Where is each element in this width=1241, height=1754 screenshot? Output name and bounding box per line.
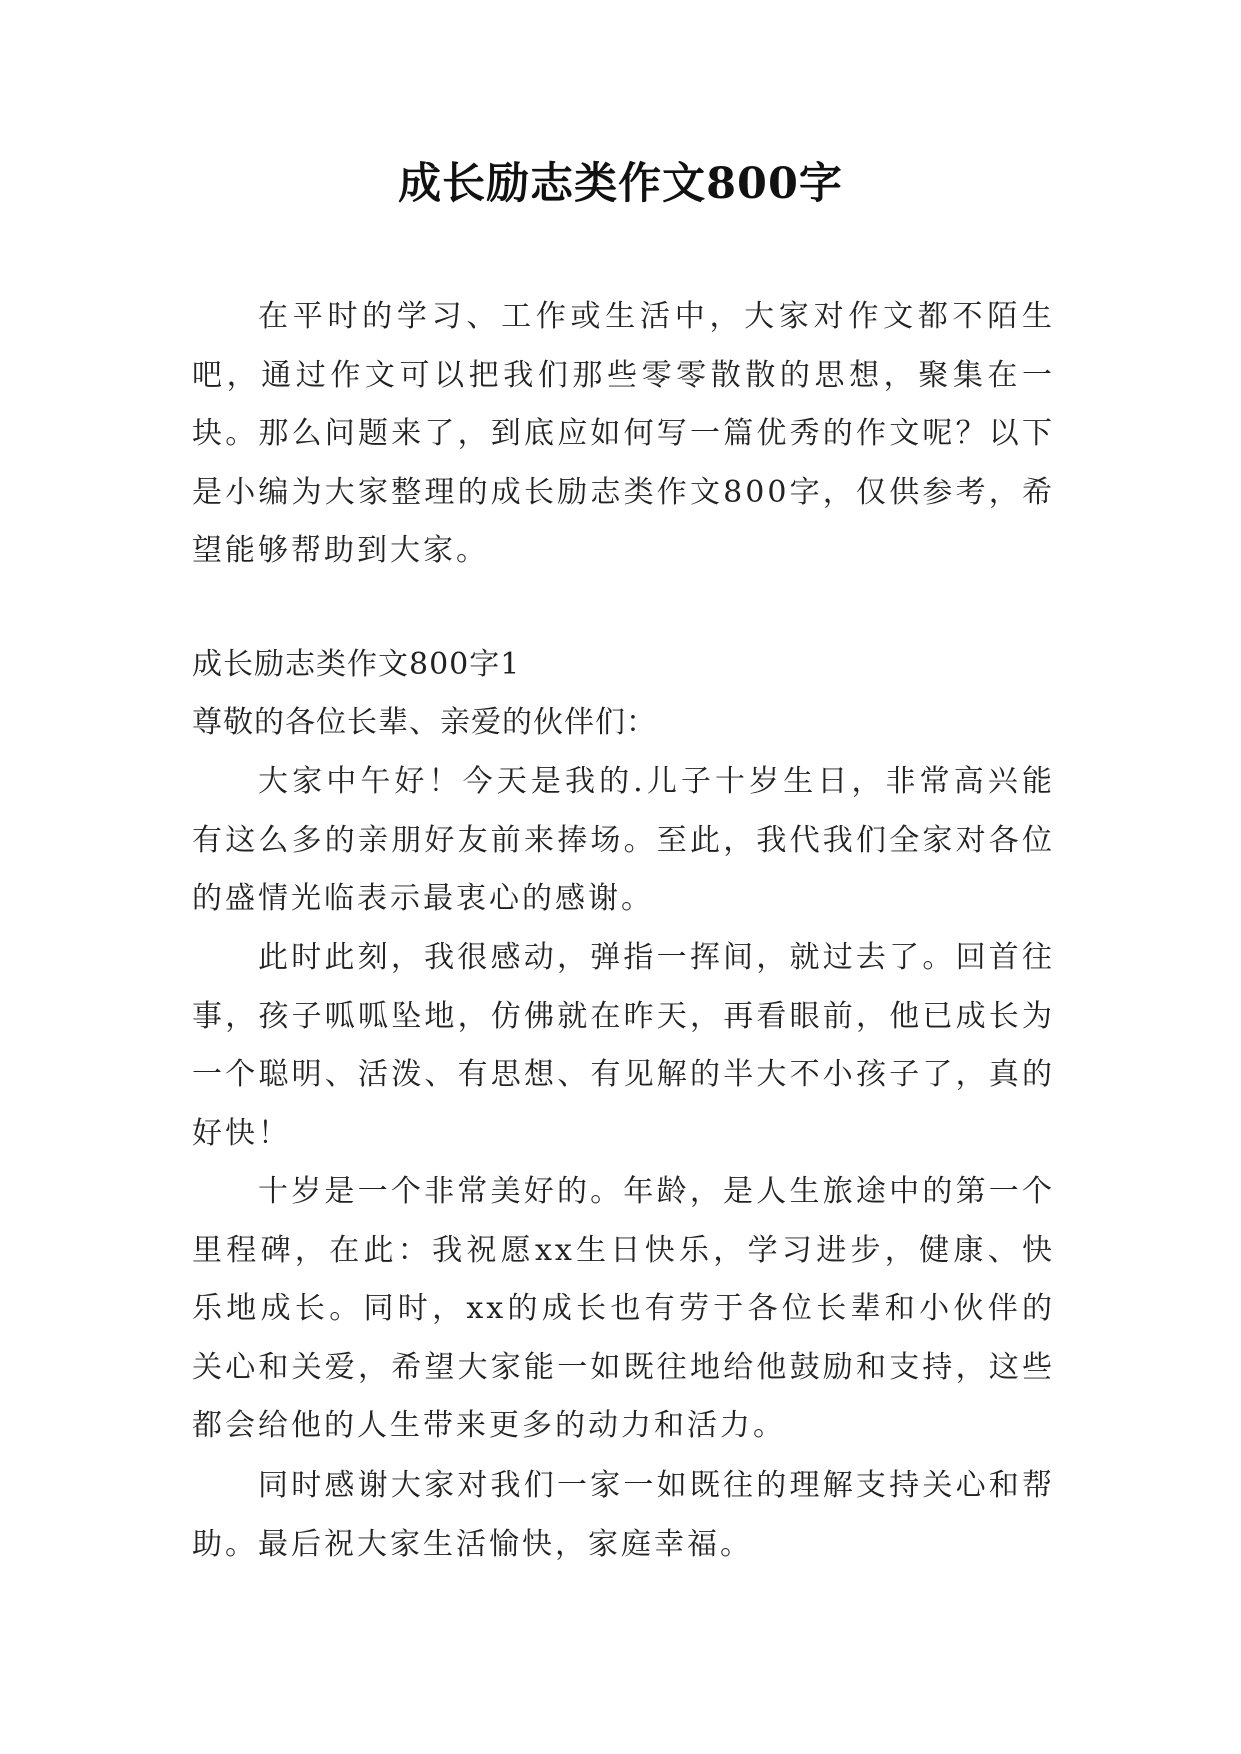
section-heading: 成长励志类作文800字1 bbox=[192, 647, 521, 682]
body-paragraph-3: 十岁是一个非常美好的。年龄，是人生旅途中的第一个里程碑，在此：我祝愿xx生日快乐，学习进步，健康、快乐地成长。同时，xx的成长也有劳于各位长辈和小伙伴的关心和关爱，希望大家能一如既往地给他鼓励和支持，这些都会给他的人生带来更多的动力和活力。 bbox=[192, 1174, 1055, 1443]
page-title: 成长励志类作文800字 bbox=[398, 159, 843, 209]
body-paragraph-2: 此时此刻，我很感动，弹指一挥间，就过去了。回首往事，孩子呱呱坠地，仿佛就在昨天，再看眼前，他已成长为一个聪明、活泼、有思想、有见解的半大不小孩子了，真的好快！ bbox=[192, 940, 1055, 1151]
body-paragraph-4: 同时感谢大家对我们一家一如既往的理解支持关心和帮助。最后祝大家生活愉快，家庭幸福。 bbox=[192, 1468, 1055, 1562]
intro-paragraph: 在平时的学习、工作或生活中，大家对作文都不陌生吧，通过作文可以把我们那些零零散散的思想，聚集在一块。那么问题来了，到底应如何写一篇优秀的作文呢？以下是小编为大家整理的成长励志类作文800字，仅供参考，希望能够帮助到大家。 bbox=[192, 299, 1055, 568]
body-paragraph-1: 大家中午好！今天是我的.儿子十岁生日，非常高兴能有这么多的亲朋好友前来捧场。至此，我代我们全家对各位的盛情光临表示最衷心的感谢。 bbox=[192, 764, 1055, 916]
salutation: 尊敬的各位长辈、亲爱的伙伴们： bbox=[192, 705, 657, 740]
